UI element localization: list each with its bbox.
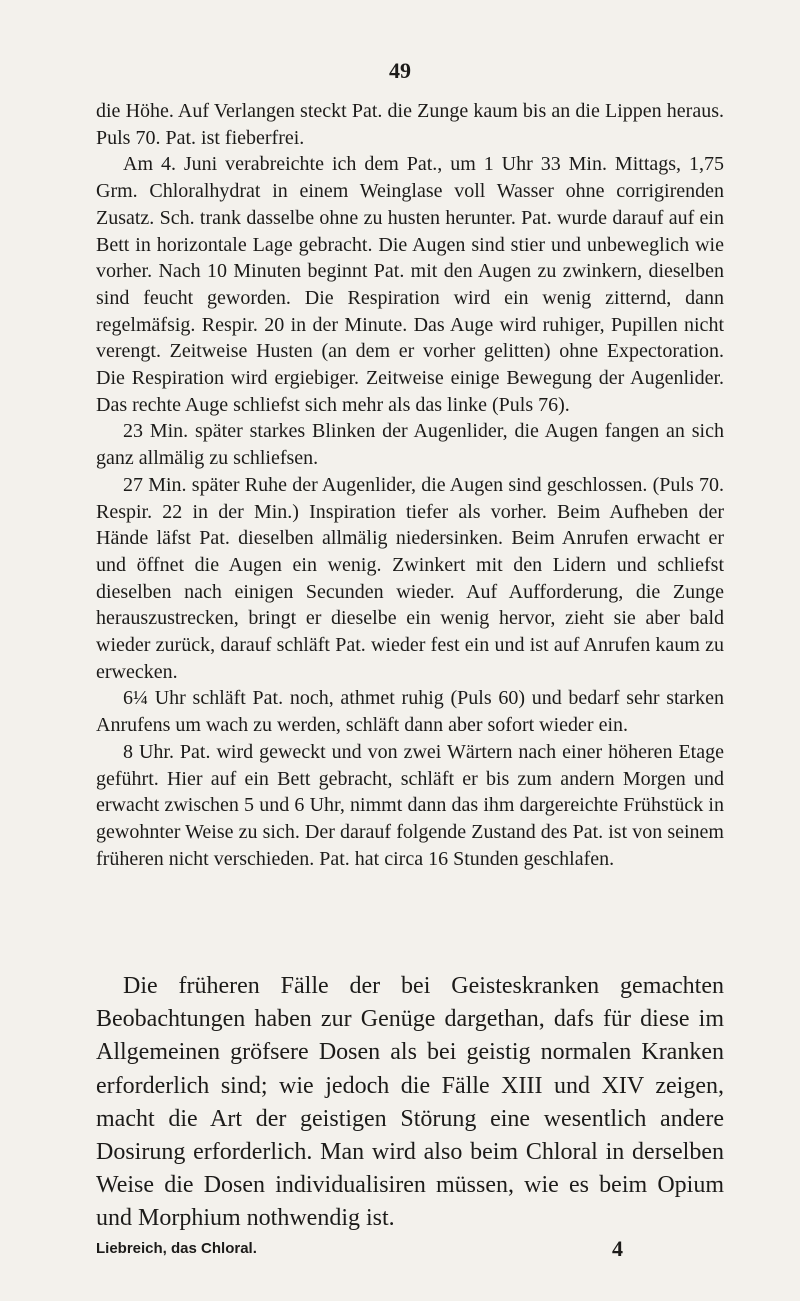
paragraph-1: die Höhe. Auf Verlangen steckt Pat. die Zunge kaum bis an die Lippen heraus. Puls 70. Pat. ist fieberfrei. (96, 100, 724, 149)
signature-line: Liebreich, das Chloral. (96, 1240, 257, 1257)
paragraph-6: 8 Uhr. Pat. wird geweckt und von zwei Wärtern nach einer höheren Etage geführt. Hier auf ein Bett gebracht, schläft er bis zum andern Morgen und erwacht zwischen 5 und 6 Uhr, nimmt dann das ihm dargereichte Frühstück in gewohnter Weise zu sich. Der darauf folgende Zustand des Pat. ist von seinem früheren nicht verschieden. Pat. hat circa 16 Stunden geschlafen. (96, 740, 724, 870)
page-number: 49 (389, 58, 411, 83)
conclusion-text (96, 970, 724, 1236)
paragraph-4: 27 Min. später Ruhe der Augenlider, die Augen sind geschlossen. (Puls 70. Respir. 22 in der Min.) Inspiration tiefer als vorher. Beim Aufheben der Hände läfst Pat. dieselben allmälig niedersinken. Beim Anrufen erwacht er und öffnet die Augen ein wenig. Zwinkert mit den Lidern und schliefst dieselben nach einigen Secunden wieder. Auf Aufforderung, die Zunge herauszustrecken, bringt er dieselbe ein wenig hervor, zieht sie aber bald wieder zurück, darauf schläft Pat. wieder fest ein und ist auf Anrufen kaum zu erwecken. (96, 473, 724, 683)
sheet-number: 4 (612, 1236, 623, 1261)
case-report-text (96, 98, 724, 872)
page-footer (96, 1236, 724, 1266)
paragraph-2: Am 4. Juni verabreichte ich dem Pat., um 1 Uhr 33 Min. Mittags, 1,75 Grm. Chloralhydrat in einem Weinglase voll Wasser ohne corrigirenden Zusatz. Sch. trank dasselbe ohne zu husten herunter. Pat. wurde darauf auf ein Bett in horizontale Lage gebracht. Die Augen sind stier und unbeweglich wie vorher. Nach 10 Minuten beginnt Pat. mit den Augen zu zwinkern, dieselben sind feucht geworden. Die Respiration wird ein wenig zitternd, dann regelmäfsig. Respir. 20 in der Minute. Das Auge wird ruhiger, Pupillen nicht verengt. Zeitweise Husten (an dem er vorher gelitten) ohne Expectoration. Die Respiration wird ergiebiger. Zeitweise einige Bewegung der Augenlider. Das rechte Auge schliefst sich mehr als das linke (Puls 76). (96, 153, 724, 416)
conclusion-paragraph: Die früheren Fälle der bei Geisteskranken gemachten Beobachtungen haben zur Genüge dargethan, dafs für diese im Allgemeinen gröfsere Dosen als bei geistig normalen Kranken erforderlich sind; wie jedoch die Fälle XIII und XIV zeigen, macht die Art der geistigen Störung eine wesentlich andere Dosirung erforderlich. Man wird also beim Chloral in derselben Weise die Dosen individualisiren müssen, wie es beim Opium und Morphium nothwendig ist. (96, 973, 724, 1232)
paragraph-5: 6¼ Uhr schläft Pat. noch, athmet ruhig (Puls 60) und bedarf sehr starken Anrufens um wach zu werden, schläft dann aber sofort wieder ein. (96, 687, 724, 737)
paragraph-3: 23 Min. später starkes Blinken der Augenlider, die Augen fangen an sich ganz allmälig zu schliefsen. (96, 420, 724, 470)
